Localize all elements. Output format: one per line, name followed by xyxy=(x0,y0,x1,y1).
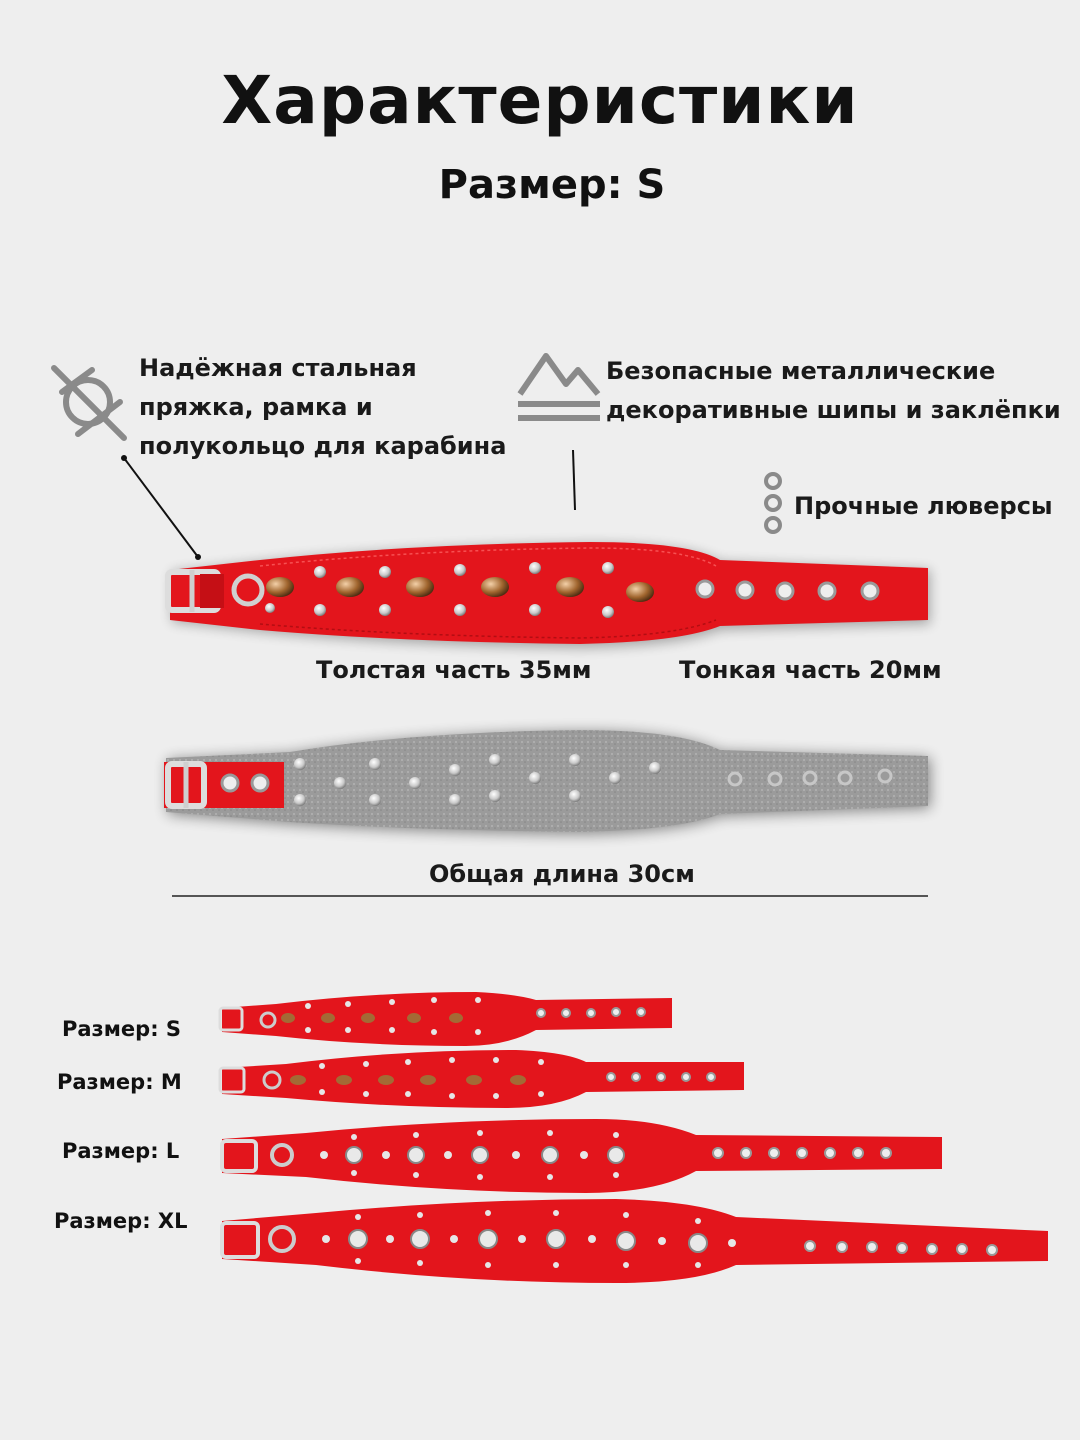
thick-part-caption: Толстая часть 35мм xyxy=(316,656,592,684)
collar-size-s xyxy=(216,990,680,1050)
size-label-l: Размер: L xyxy=(62,1139,180,1163)
feature-line: полукольцо для карабина xyxy=(139,432,507,460)
total-length-caption: Общая длина 30см xyxy=(429,860,695,888)
red-collar-photo xyxy=(160,540,940,650)
feature-line: декоративные шипы и заклёпки xyxy=(606,396,1061,424)
collar-size-m xyxy=(216,1048,752,1112)
collar-size-xl xyxy=(216,1195,1056,1285)
size-label-m: Размер: M xyxy=(57,1070,182,1094)
size-label-xl: Размер: XL xyxy=(54,1209,188,1233)
feature-line: Безопасные металлические xyxy=(606,357,996,385)
feature-line: пряжка, рамка и xyxy=(139,393,373,421)
page-title: Характеристики xyxy=(221,62,859,139)
section-divider xyxy=(172,895,928,897)
feature-line: Надёжная стальная xyxy=(139,354,417,382)
collar-back-photo xyxy=(160,728,940,838)
size-label-s: Размер: S xyxy=(62,1017,182,1041)
size-subtitle: Размер: S xyxy=(438,162,666,208)
collar-size-l xyxy=(216,1115,950,1197)
thin-part-caption: Тонкая часть 20мм xyxy=(679,656,942,684)
feature-line: Прочные люверсы xyxy=(794,492,1053,520)
